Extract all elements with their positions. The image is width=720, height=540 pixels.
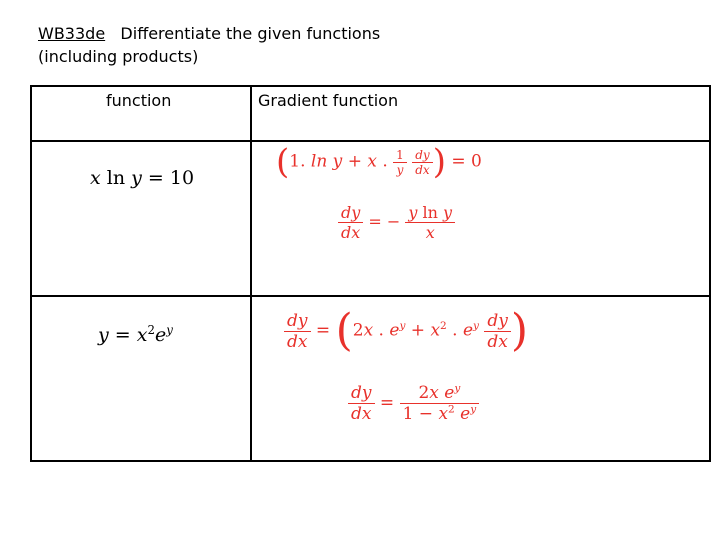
column-divider <box>250 87 252 460</box>
header-gradient-function: Gradient function <box>258 91 399 110</box>
title-instruction: Differentiate the given functions <box>120 24 381 43</box>
header-divider <box>32 140 709 142</box>
row2-function: $y = x^2e^y$ <box>98 322 173 346</box>
worksheet-code: WB33de <box>38 24 106 43</box>
row1-gradient-result: $\frac{dy}{dx}$ = − $\frac{\text{y ln y}}{x}$ <box>338 203 455 242</box>
row1-function: x ln y = 10 <box>90 167 195 189</box>
row2-gradient-step1: $\frac{dy}{dx}$ = (2x . $e^y + x^2$ . $e^y$ $\frac{dy}{dx}$ ) <box>284 309 528 353</box>
row1-gradient-step1: (1. ln y + x . $\frac{1}{y}$ $\frac{dy}{dx}$ ) = 0 <box>276 142 482 182</box>
row-divider <box>32 295 709 297</box>
slide-title <box>38 22 380 68</box>
title-subtext: (including products) <box>38 47 199 66</box>
differentiation-table <box>30 85 711 462</box>
header-function: function <box>106 91 172 110</box>
row2-gradient-result: $\frac{dy}{dx}$ = $\frac{2x e^y}{1 - x^2 e^y}$ <box>348 383 479 424</box>
